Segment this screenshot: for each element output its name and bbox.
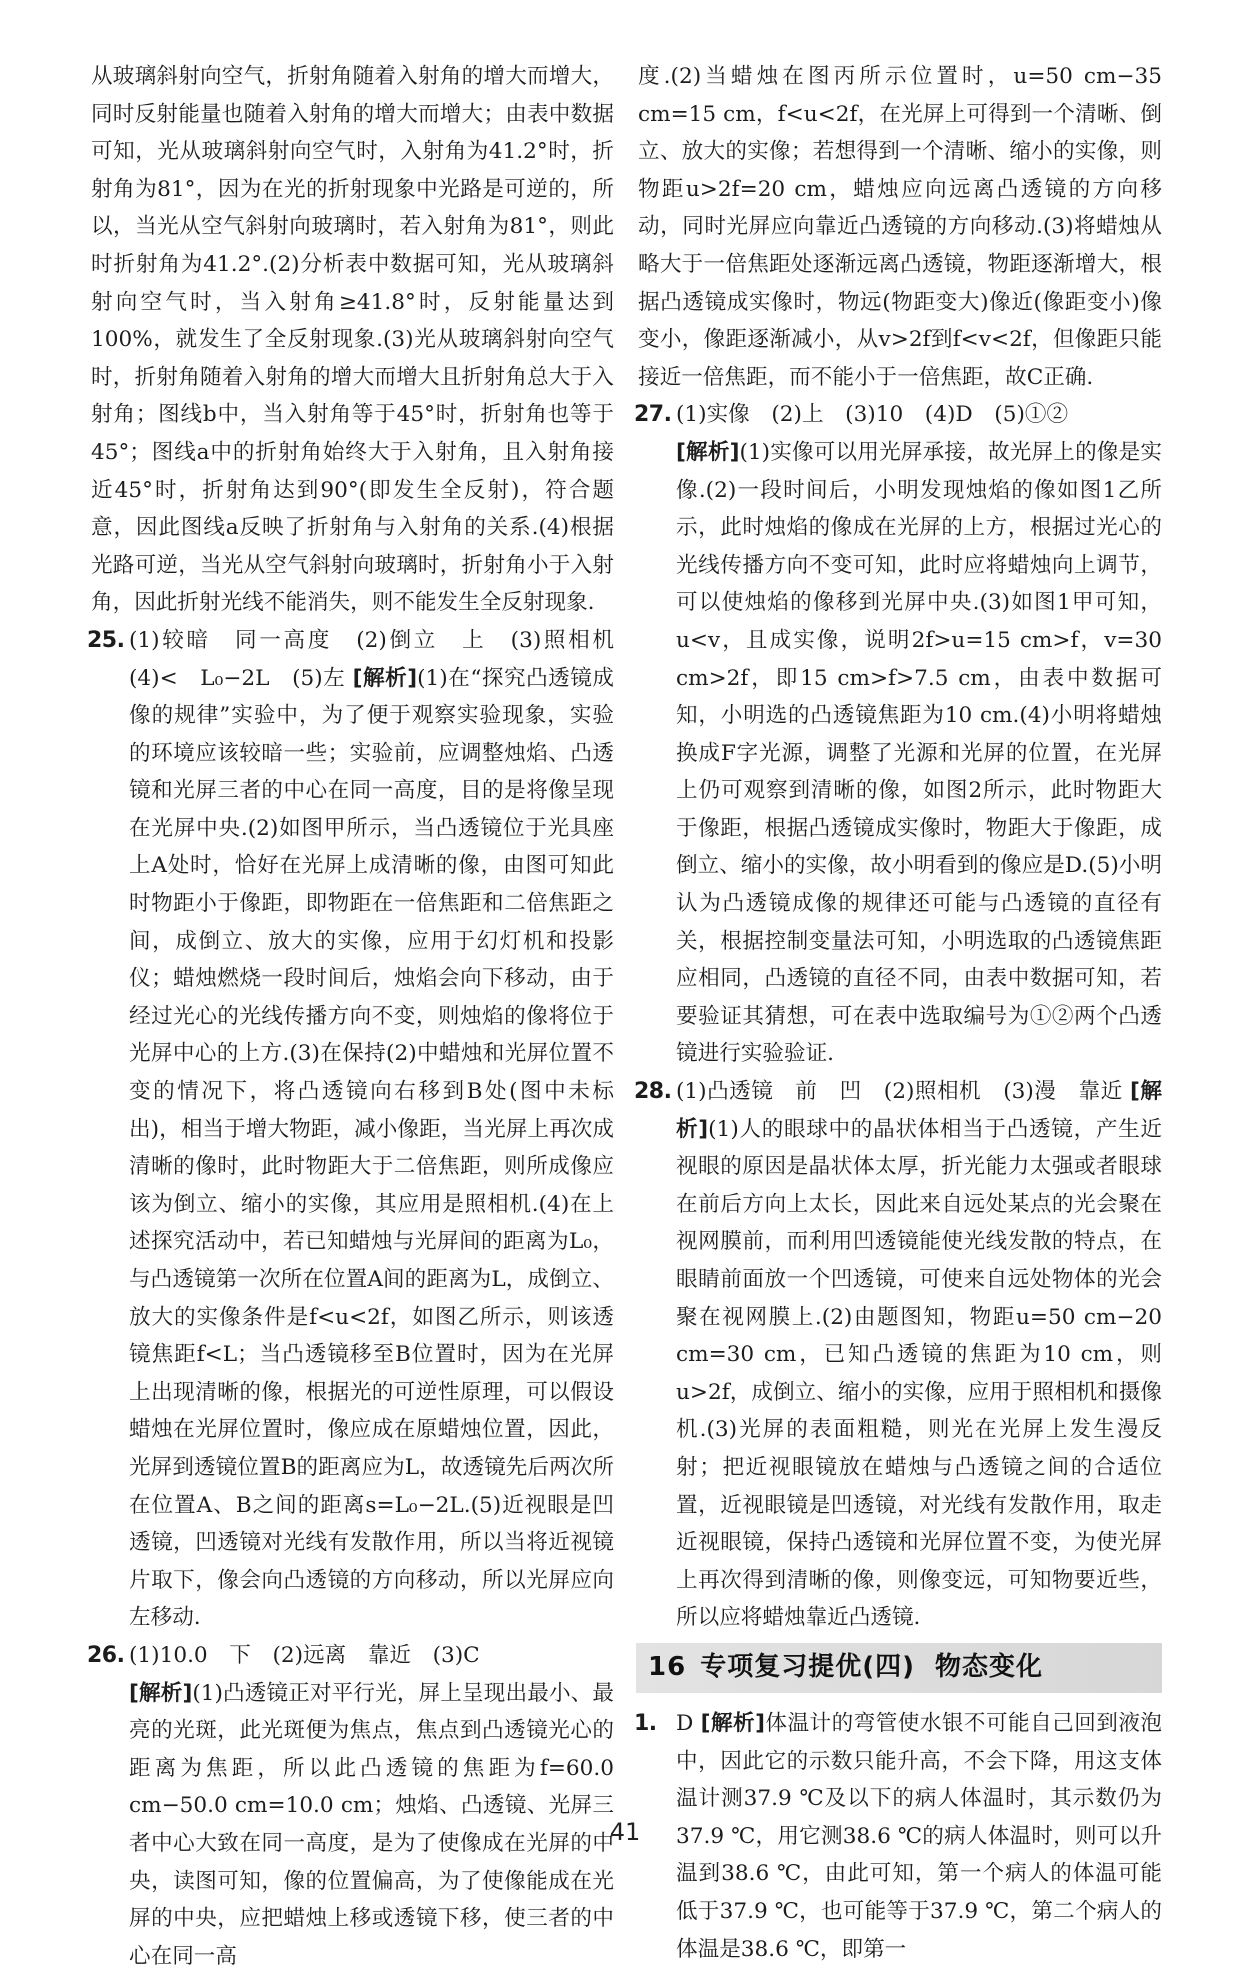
analysis-tag: [解析] <box>676 1079 1162 1142</box>
analysis-tag: [解析] <box>352 665 418 691</box>
analysis-tag: [解析] <box>129 1680 193 1706</box>
analysis-text: (1)凸透镜正对平行光，屏上呈现出最小、最亮的光斑，此光斑便为焦点，焦点到凸透镜光心的距离为焦距，所以此凸透镜的焦距为f=60.0 cm−50.0 cm=10.0 cm；烛焰、凸透镜、光屏三者中心大致在同一高度，是为了使像成在光屏的中央，读图可知，像的位置偏高，为了使像能成在光屏的中央，应把蜡烛上移或透镜下移，使三者的中心在同一高 <box>129 1680 614 1969</box>
question-number: 27. <box>634 402 672 428</box>
analysis-text: (1)在“探究凸透镜成像的规律”实验中，为了便于观察实验现象，实验的环境应该较暗一些；实验前，应调整烛焰、凸透镜和光屏三者的中心在同一高度，目的是将像呈现在光屏中央.(2)如图甲所示，当凸透镜位于光具座上A处时，恰好在光屏上成清晰的像，由图可知此时物距小于像距，即物距在一倍焦距和二倍焦距之间，成倒立、放大的实像，应用于幻灯机和投影仪；蜡烛燃烧一段时间后，烛焰会向下移动，由于经过光心的光线传播方向不变，则烛焰的像将位于光屏中心的上方.(3)在保持(2)中蜡烛和光屏位置不变的情况下，将凸透镜向右移到B处(图中未标出)，相当于增大物距，减小像距，当光屏上再次成清晰的像时，此时物距大于二倍焦距，则所成像应该为倒立、缩小的实像，其应用是照相机.(4)在上述探究活动中，若已知蜡烛与光屏间的距离为L₀，与凸透镜第一次所在位置A间的距离为L，成倒立、放大的实像条件是f<u<2f，如图乙所示，则该透镜焦距f<L；当凸透镜移至B位置时，因为在光屏上出现清晰的像，根据光的可逆性原理，可以假设蜡烛在光屏位置时，像应成在原蜡烛位置，因此，光屏到透镜位置B的距离应为L，故透镜先后两次所在位置A、B之间的距离s=L₀−2L.(5)近视眼是凹透镜，凹透镜对光线有发散作用，所以当将近视镜片取下，像会向凸透镜的方向移动，所以光屏应向左移动. <box>129 665 614 1631</box>
answer-text: D <box>676 1710 694 1736</box>
answer-text: (1)较暗 同一高度 (2)倒立 上 (3)照相机 (4)< L₀−2L (5)左 <box>129 627 636 691</box>
question-26 <box>87 1637 614 1975</box>
section-number: 16 <box>648 1652 687 1683</box>
page-number: 41 <box>609 1818 641 1846</box>
question-number: 26. <box>87 1642 125 1668</box>
analysis-tag: [解析] <box>676 439 740 465</box>
question-25 <box>87 622 636 1637</box>
section-header <box>636 1643 1162 1693</box>
question-number: 1. <box>634 1710 657 1736</box>
question-27 <box>634 396 1162 1073</box>
analysis-text: (1)实像可以用光屏承接，故光屏上的像是实像.(2)一段时间后，小明发现烛焰的像如图1乙所示，此时烛焰的像成在光屏的上方，根据过光心的光线传播方向不变可知，此时应将蜡烛向上调节，可以使烛焰的像移到光屏中央.(3)如图1甲可知，u<v，且成实像，说明2f>u=15 cm>f，v=30 cm>2f，即15 cm>f>7.5 cm，由表中数据可知，小明选的凸透镜焦距为10 cm.(4)小明将蜡烛换成F字光源，调整了光源和光屏的位置，在光屏上仍可观察到清晰的像，如图2所示，此时物距大于像距，根据凸透镜成实像时，物距大于像距，成倒立、缩小的实像，故小明看到的像应是D.(5)小明认为凸透镜成像的规律还可能与凸透镜的直径有关，根据控制变量法可知，小明选取的凸透镜焦距应相同，凸透镜的直径不同，由表中数据可知，若要验证其猜想，可在表中选取编号为①②两个凸透镜进行实验验证. <box>676 439 1162 1067</box>
answer-text: (1)实像 (2)上 (3)10 (4)D (5)①② <box>676 402 1069 428</box>
analysis-tag: [解析] <box>700 1710 765 1736</box>
question-number: 28. <box>634 1079 672 1105</box>
section-title: 专项复习提优(四) <box>700 1652 915 1683</box>
question-28 <box>634 1073 1162 1637</box>
question-number: 25. <box>87 627 125 653</box>
answer-text: (1)10.0 下 (2)远离 靠近 (3)C <box>129 1642 480 1668</box>
section-subtitle: 物态变化 <box>934 1652 1043 1683</box>
answer-text: (1)凸透镜 前 凹 (2)照相机 (3)漫 靠近 <box>676 1079 1123 1105</box>
analysis-text: (1)人的眼球中的晶状体相当于凸透镜，产生近视眼的原因是晶状体太厚，折光能力太强或者眼球在前后方向上太长，因此来自远处某点的光会聚在视网膜前，而利用凹透镜能使光线发散的特点，在眼睛前面放一个凹透镜，可使来自远处物体的光会聚在视网膜上.(2)由题图知，物距u=50 cm−20 cm=30 cm，已知凸透镜的焦距为10 cm，则u>2f，成倒立、缩小的实像，应用于照相机和摄像机.(3)光屏的表面粗糙，则光在光屏上发生漫反射；把近视眼镜放在蜡烛与凸透镜之间的合适位置，近视眼镜是凹透镜，对光线有发散作用，取走近视眼镜，保持凸透镜和光屏位置不变，为使光屏上再次得到清晰的像，则像变远，可知物要近些，所以应将蜡烛靠近凸透镜. <box>676 1116 1162 1631</box>
right-column <box>634 58 1162 1968</box>
continued-explanation: 度.(2)当蜡烛在图丙所示位置时，u=50 cm−35 cm=15 cm，f<u<2f，在光屏上可得到一个清晰、倒立、放大的实像；若想得到一个清晰、缩小的实像，则物距u>2f=20 cm，蜡烛应向远离凸透镜的方向移动，同时光屏应向靠近凸透镜的方向移动.(3)将蜡烛从略大于一倍焦距处逐渐远离凸透镜，物距逐渐增大，根据凸透镜成实像时，物远(物距变大)像近(像距变小)像变小，像距逐渐减小，从v>2f到f<v<2f，但像距只能接近一倍焦距，而不能小于一倍焦距，故C正确. <box>638 64 1162 390</box>
analysis-text: 体温计的弯管使水银不可能自己回到液泡中，因此它的示数只能升高，不会下降，用这支体温计测37.9 ℃及以下的病人体温时，其示数仍为37.9 ℃，用它测38.6 ℃的病人体温时，则可以升温到38.6 ℃，由此可知，第一个病人的体温可能低于37.9 ℃，也可能等于37.9 ℃，第二个病人的体温是38.6 ℃，即第一 <box>676 1710 1162 1962</box>
continued-explanation: 从玻璃斜射向空气，折射角随着入射角的增大而增大，同时反射能量也随着入射角的增大而增大；由表中数据可知，光从玻璃斜射向空气时，入射角为41.2°时，折射角为81°，因为在光的折射现象中光路是可逆的，所以，当光从空气斜射向玻璃时，若入射角为81°，则此时折射角为41.2°.(2)分析表中数据可知，光从玻璃斜射向空气时，当入射角≥41.8°时，反射能量达到100%，就发生了全反射现象.(3)光从玻璃斜射向空气时，折射角随着入射角的增大而增大且折射角总大于入射角；图线b中，当入射角等于45°时，折射角也等于45°；图线a中的折射角始终大于入射角，且入射角接近45°时，折射角达到90°(即发生全反射)，符合题意，因此图线a反映了折射角与入射角的关系.(4)根据光路可逆，当光从空气斜射向玻璃时，折射角小于入射角，因此折射光线不能消失，则不能发生全反射现象. <box>91 64 614 616</box>
left-column <box>87 58 636 1975</box>
